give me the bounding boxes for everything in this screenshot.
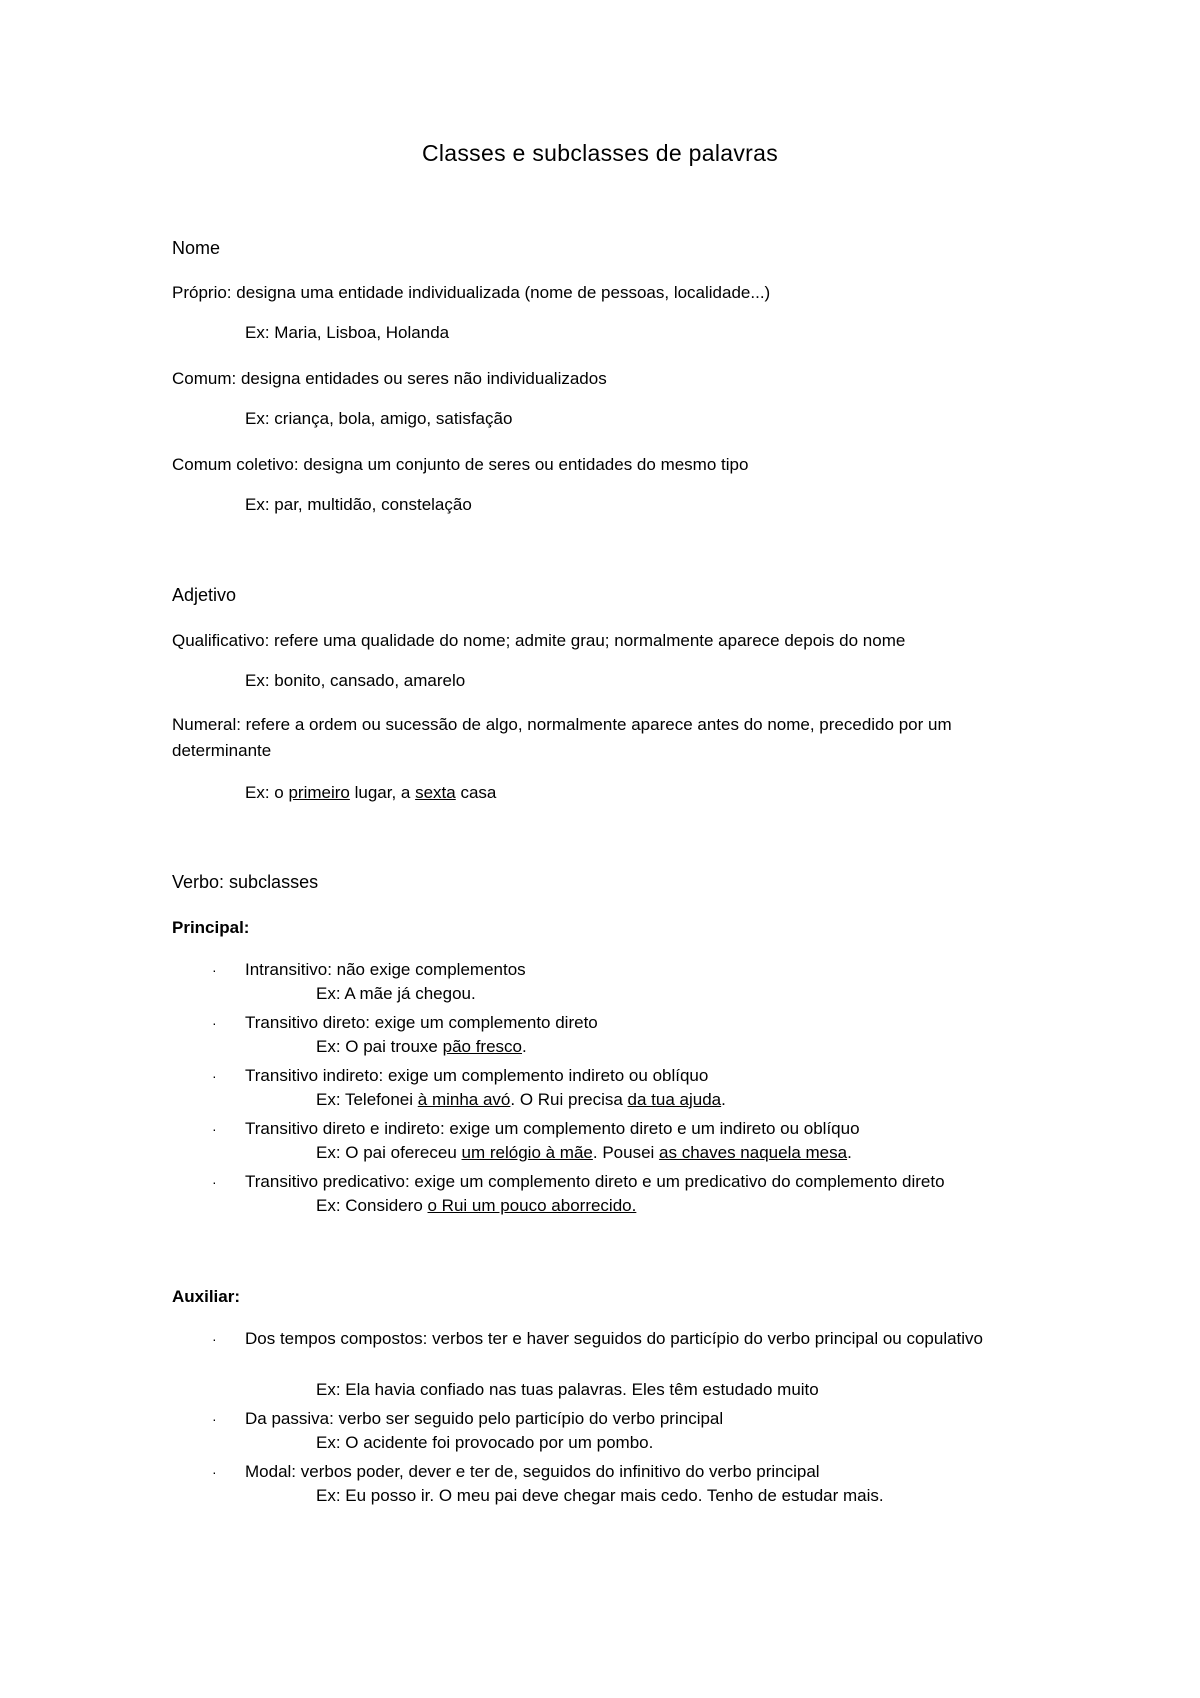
section-heading-nome: Nome: [172, 238, 221, 258]
example-text: lugar, a: [349, 783, 416, 802]
section-heading-adjetivo: Adjetivo: [172, 585, 237, 605]
definition-comum: Comum: designa entidades ou seres não individualizados: [172, 369, 607, 388]
example-text: Ex: o: [245, 783, 289, 802]
bullet-icon: ·: [212, 1121, 217, 1137]
definition-proprio: Próprio: designa uma entidade individualizada (nome de pessoas, localidade...): [172, 283, 771, 302]
definition-qualificativo: Qualificativo: refere uma qualidade do nome; admite grau; normalmente aparece depois do nome: [172, 631, 906, 650]
example-transitivo-direto-indireto: [316, 1143, 1076, 1163]
bullet-icon: ·: [212, 1411, 217, 1427]
example-text: Ex: O pai ofereceu: [316, 1143, 462, 1162]
bullet-icon: ·: [212, 1331, 217, 1347]
example-text: .: [847, 1143, 852, 1162]
definition-numeral: Numeral: refere a ordem ou sucessão de algo, normalmente aparece antes do nome, precedido por um determinante: [172, 715, 952, 760]
list-item-text: Transitivo direto e indireto: exige um complemento direto e um indireto ou oblíquo: [245, 1119, 860, 1138]
example-text: . Pousei: [592, 1143, 660, 1162]
page-title: Classes e subclasses de palavras: [421, 140, 779, 166]
bullet-icon: ·: [212, 962, 217, 978]
example-numeral: [245, 783, 1065, 803]
example-text: Ex: Telefonei: [316, 1090, 418, 1109]
definition-comum-coletivo: Comum coletivo: designa um conjunto de seres ou entidades do mesmo tipo: [172, 455, 749, 474]
example-passiva: Ex: O acidente foi provocado por um pombo.: [316, 1433, 654, 1452]
example-text: Ex: O pai trouxe: [316, 1037, 443, 1056]
example-underlined: primeiro: [288, 783, 350, 802]
example-text: Ex: Considero: [316, 1196, 428, 1215]
bullet-icon: ·: [212, 1015, 217, 1031]
list-item-text: Transitivo predicativo: exige um complemento direto e um predicativo do complemento direto: [245, 1172, 945, 1191]
list-item-text: Intransitivo: não exige complementos: [245, 960, 526, 979]
list-item-text: Dos tempos compostos: verbos ter e haver seguidos do particípio do verbo principal ou copulativo: [245, 1329, 984, 1348]
example-transitivo-indireto: [316, 1090, 1076, 1110]
list-item-text: Modal: verbos poder, dever e ter de, seguidos do infinitivo do verbo principal: [245, 1462, 820, 1481]
section-heading-verbo: Verbo: subclasses: [172, 872, 319, 892]
list-item-text: Transitivo indireto: exige um complemento indireto ou oblíquo: [245, 1066, 709, 1085]
example-proprio: Ex: Maria, Lisboa, Holanda: [245, 323, 450, 342]
example-underlined: sexta: [415, 783, 456, 802]
example-tempos-compostos: Ex: Ela havia confiado nas tuas palavras. Eles têm estudado muito: [316, 1380, 819, 1399]
example-text: casa: [455, 783, 497, 802]
example-underlined: à minha avó: [417, 1090, 511, 1109]
bullet-icon: ·: [212, 1068, 217, 1084]
bullet-icon: ·: [212, 1464, 217, 1480]
example-underlined: um relógio à mãe: [461, 1143, 593, 1162]
example-transitivo-direto: [316, 1037, 1076, 1057]
example-modal: Ex: Eu posso ir. O meu pai deve chegar mais cedo. Tenho de estudar mais.: [316, 1486, 884, 1505]
list-item-text: Da passiva: verbo ser seguido pelo particípio do verbo principal: [245, 1409, 724, 1428]
example-qualificativo: Ex: bonito, cansado, amarelo: [245, 671, 466, 690]
example-underlined: o Rui um pouco aborrecido.: [427, 1196, 637, 1215]
example-underlined: da tua ajuda: [627, 1090, 722, 1109]
example-comum: Ex: criança, bola, amigo, satisfação: [245, 409, 513, 428]
example-text: . O Rui precisa: [510, 1090, 628, 1109]
subsection-label-auxiliar: Auxiliar:: [172, 1287, 241, 1306]
example-text: .: [522, 1037, 527, 1056]
example-comum-coletivo: Ex: par, multidão, constelação: [245, 495, 472, 514]
example-text: Ex: A mãe já chegou.: [316, 984, 476, 1003]
example-text: .: [721, 1090, 726, 1109]
subsection-label-principal: Principal:: [172, 918, 250, 937]
list-item-text: Transitivo direto: exige um complemento direto: [245, 1013, 598, 1032]
example-transitivo-predicativo: [316, 1196, 1076, 1216]
example-underlined: as chaves naquela mesa: [659, 1143, 848, 1162]
bullet-icon: ·: [212, 1174, 217, 1190]
example-underlined: pão fresco: [442, 1037, 523, 1056]
example-intransitivo: [316, 984, 1076, 1004]
